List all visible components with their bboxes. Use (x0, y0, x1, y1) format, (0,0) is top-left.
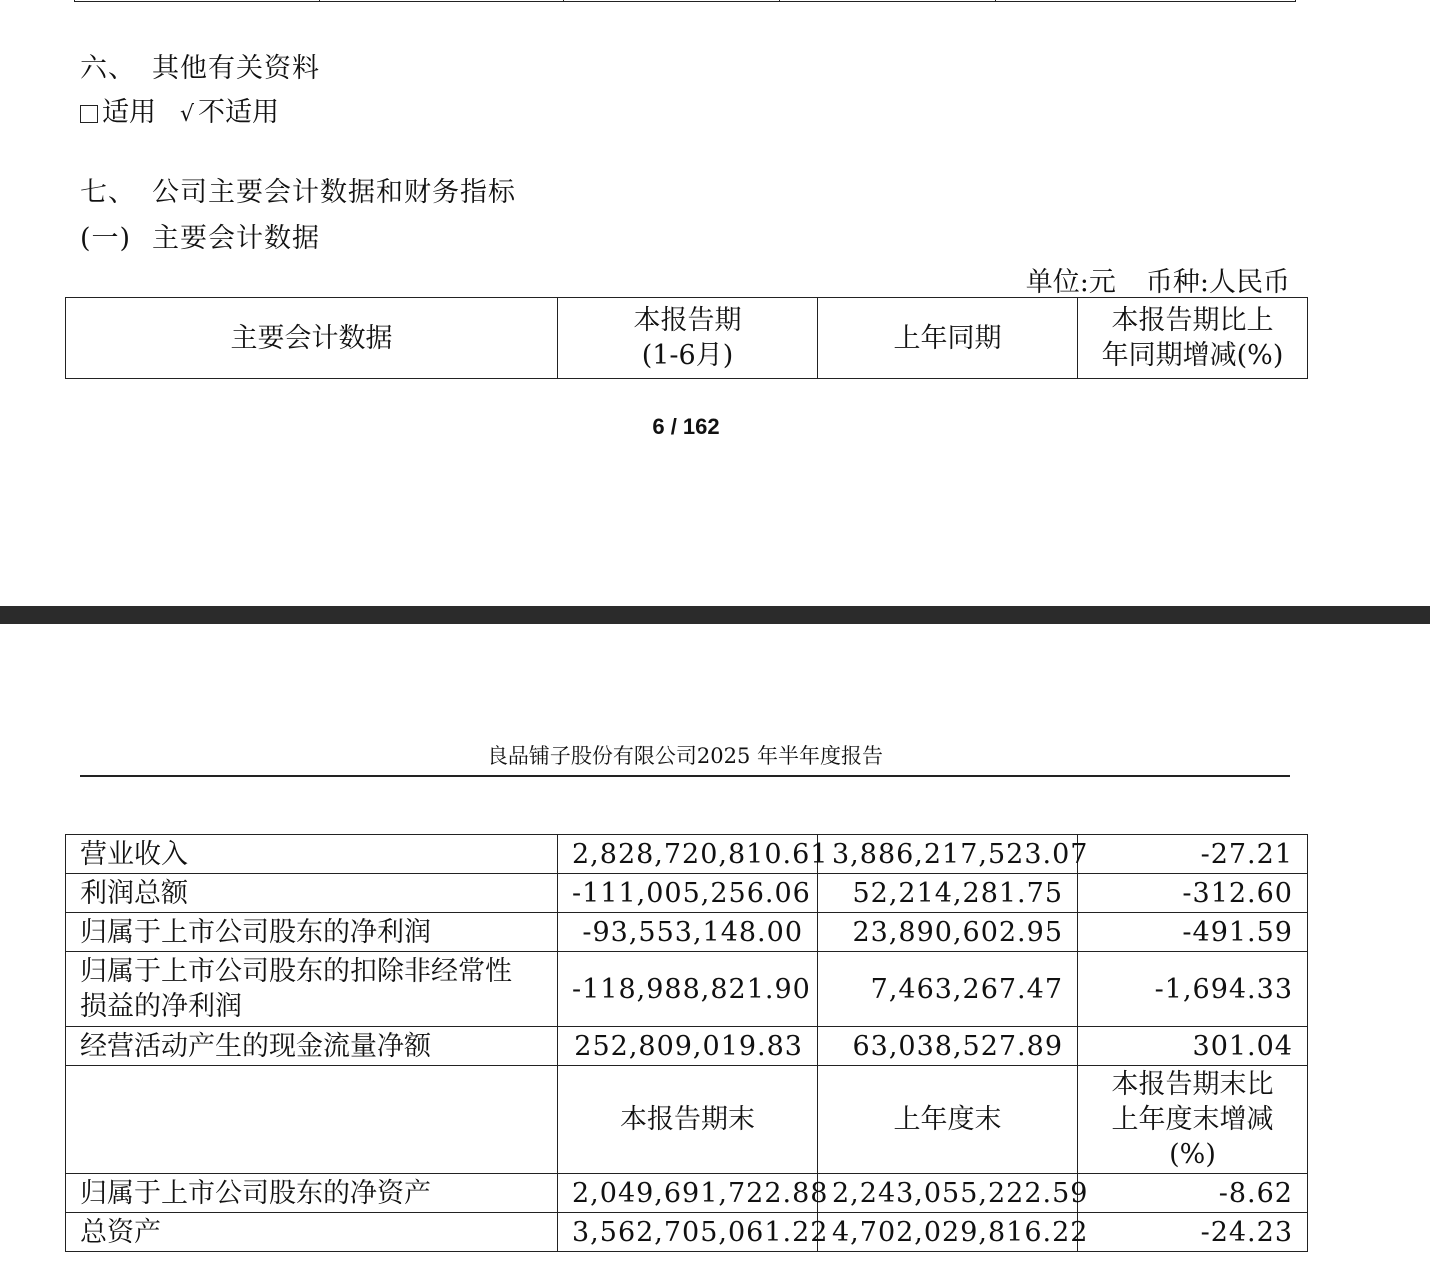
row-prior-value: 7,463,267.47 (818, 952, 1078, 1027)
row-prior-value: 63,038,527.89 (818, 1027, 1078, 1066)
table-row (66, 835, 1308, 874)
header-item-column: 主要会计数据 (66, 298, 558, 379)
row-current-value: -93,553,148.00 (558, 913, 818, 952)
row-prior-value: 2,243,055,222.59 (818, 1174, 1078, 1213)
table-row (66, 874, 1308, 913)
subsection-number: (一) (80, 223, 132, 254)
balance-header-change-line3: (%) (1169, 1139, 1216, 1170)
page-number: 6 / 162 (652, 414, 720, 439)
row-label: 总资产 (66, 1213, 558, 1252)
row-change-value: -27.21 (1078, 835, 1308, 874)
row-label: 利润总额 (66, 874, 558, 913)
row-prior-value: 52,214,281.75 (818, 874, 1078, 913)
row-label: 经营活动产生的现金流量净额 (66, 1027, 558, 1066)
row-current-value: 2,828,720,810.61 (558, 835, 818, 874)
unit-currency-line (1026, 260, 1290, 299)
header-current-period (558, 298, 818, 379)
row-label-line2: 损益的净利润 (80, 991, 242, 1022)
header-current-period-line1: 本报告期 (633, 305, 742, 336)
table-row (66, 913, 1308, 952)
table-row (66, 1027, 1308, 1066)
section-6-heading (80, 46, 320, 85)
row-change-value: -24.23 (1078, 1213, 1308, 1252)
option-applicable-label: 适用 (102, 97, 156, 128)
header-change-percent (1078, 298, 1308, 379)
subsection-title: 主要会计数据 (152, 223, 320, 254)
row-change-value: 301.04 (1078, 1027, 1308, 1066)
option-not-applicable-label: 不适用 (198, 97, 280, 128)
balance-header-empty (66, 1066, 558, 1174)
header-current-period-line2: (1-6月) (641, 340, 734, 371)
unchecked-box-icon (80, 105, 98, 123)
balance-header-current: 本报告期末 (558, 1066, 818, 1174)
table-row (66, 952, 1308, 1027)
row-prior-value: 4,702,029,816.22 (818, 1213, 1078, 1252)
row-label (66, 952, 558, 1027)
section-7-title: 公司主要会计数据和财务指标 (152, 177, 516, 208)
previous-table-bottom-edge (74, 0, 1296, 2)
balance-header-prior: 上年度末 (818, 1066, 1078, 1174)
row-label-line1: 归属于上市公司股东的扣除非经常性 (80, 956, 512, 987)
row-change-value: -8.62 (1078, 1174, 1308, 1213)
section-7-number: 七、 (80, 177, 136, 208)
row-label: 营业收入 (66, 835, 558, 874)
row-current-value: 252,809,019.83 (558, 1027, 818, 1066)
table-row (66, 1174, 1308, 1213)
balance-header-change (1078, 1066, 1308, 1174)
header-change-line1: 本报告期比上 (1111, 305, 1274, 336)
header-change-line2: 年同期增减(%) (1101, 340, 1284, 371)
balance-header-change-line1: 本报告期末比 (1111, 1069, 1274, 1100)
table-row (66, 1213, 1308, 1252)
unit-label: 单位:元 (1025, 267, 1116, 298)
row-current-value: 3,562,705,061.22 (558, 1213, 818, 1252)
page-separator (0, 606, 1430, 624)
balance-header-row (66, 1066, 1308, 1174)
section-7-heading (80, 170, 516, 209)
row-change-value: -312.60 (1078, 874, 1308, 913)
row-change-value: -491.59 (1078, 913, 1308, 952)
header-rule (80, 775, 1290, 777)
report-page-7 (0, 624, 1430, 1280)
row-label: 归属于上市公司股东的净资产 (66, 1174, 558, 1213)
row-current-value: -111,005,256.06 (558, 874, 818, 913)
report-page-6 (0, 0, 1430, 606)
balance-header-change-line2: 上年度末增减 (1111, 1104, 1274, 1135)
row-prior-value: 3,886,217,523.07 (818, 835, 1078, 874)
section-6-number: 六、 (80, 53, 136, 84)
check-mark-icon: √ (180, 102, 195, 127)
applicability-options (80, 90, 279, 129)
accounting-data-table (65, 834, 1308, 1252)
row-current-value: 2,049,691,722.88 (558, 1174, 818, 1213)
row-label: 归属于上市公司股东的净利润 (66, 913, 558, 952)
currency-label: 币种:人民币 (1145, 267, 1290, 298)
table-header-row (66, 298, 1308, 379)
row-prior-value: 23,890,602.95 (818, 913, 1078, 952)
running-header: 良品铺子股份有限公司2025 年半年度报告 (486, 744, 884, 768)
subsection-heading (80, 216, 320, 255)
accounting-data-table-header (65, 297, 1308, 379)
section-6-title: 其他有关资料 (152, 53, 320, 84)
header-prior-period: 上年同期 (818, 298, 1078, 379)
row-change-value: -1,694.33 (1078, 952, 1308, 1027)
row-current-value: -118,988,821.90 (558, 952, 818, 1027)
